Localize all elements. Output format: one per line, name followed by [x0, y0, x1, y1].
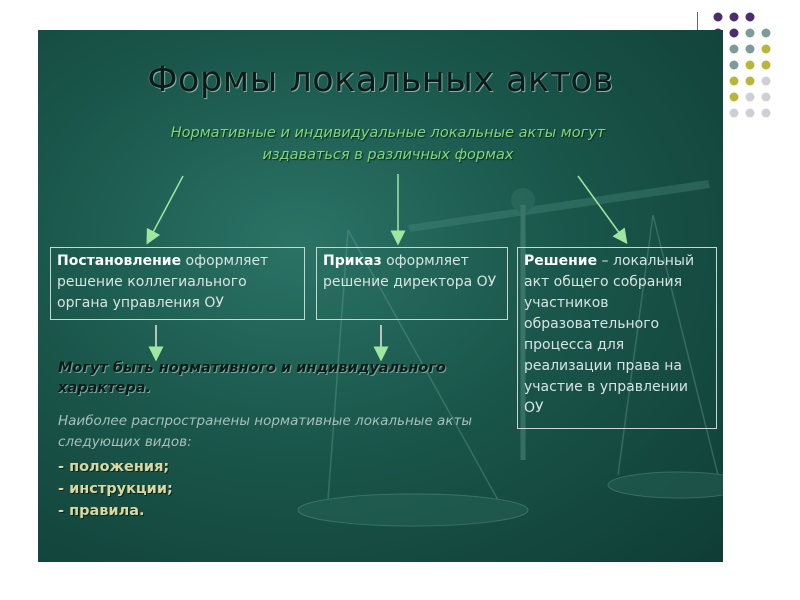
box-postanovlenie: [50, 247, 305, 320]
slide: [38, 30, 723, 562]
dot-row-1: [714, 13, 755, 22]
box-text: оформляет решение директора ОУ: [323, 253, 497, 290]
types-list: [58, 456, 173, 522]
types-description: Наиболее распространены нормативные локальные акты следующих видов:: [58, 413, 472, 450]
list-item: - положения;: [58, 459, 170, 475]
box-term: Решение: [524, 253, 598, 269]
box-prikaz: [316, 247, 508, 320]
box-text: – локальный акт общего собрания участников образовательного процесса для реализации права на участие в управлении ОУ: [524, 253, 695, 416]
nature-note: Могут быть нормативного и индивидуального характера.: [58, 360, 446, 396]
box-reshenie: [517, 247, 717, 429]
slide-title: Формы локальных актов: [147, 60, 614, 100]
arrow-to-box-3: [578, 176, 623, 238]
list-item: - правила.: [58, 503, 145, 519]
arrow-to-box-1: [150, 176, 183, 238]
subtitle-line-2: издаваться в различных формах: [262, 147, 514, 163]
box-term: Приказ: [323, 253, 382, 269]
box-term: Постановление: [57, 253, 182, 269]
subtitle-line-1: Нормативные и индивидуальные локальные акты могут: [170, 125, 606, 141]
list-item: - инструкции;: [58, 481, 173, 497]
box-text: оформляет решение коллегиального органа управления ОУ: [57, 253, 269, 311]
